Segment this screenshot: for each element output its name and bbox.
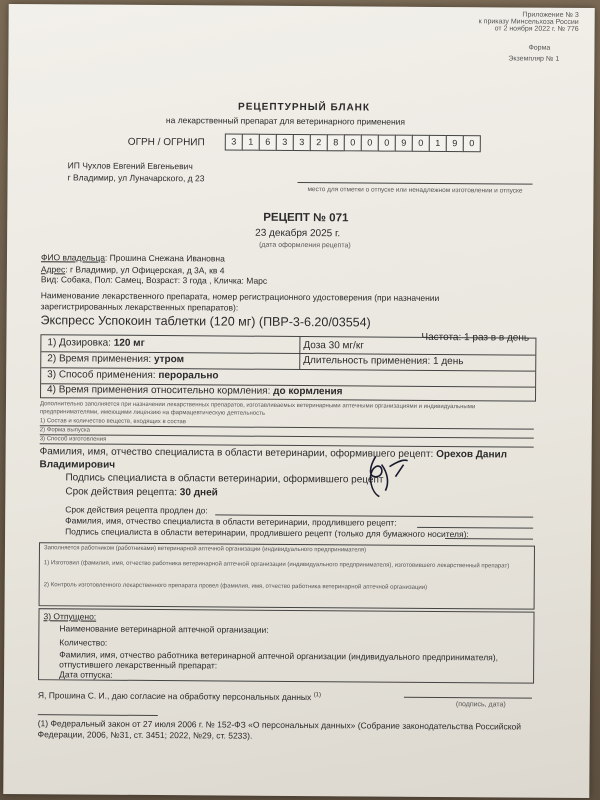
specialist-signature-label: Подпись специалиста в области ветеринарии, оформившего рецепт	[65, 472, 384, 486]
pharmacy-box	[39, 542, 535, 609]
method-cell	[47, 369, 218, 381]
extra-item-1: 1) Состав и количество веществ, входящих в состав	[39, 418, 186, 426]
ogrn-digit: 3	[276, 134, 294, 151]
feeding-value: до кормления	[273, 385, 343, 398]
dispense-date-label: Дата отпуска:	[59, 669, 113, 680]
dose-per-kg: Доза 30 мг/кг	[303, 340, 364, 352]
extra-line-1	[40, 425, 534, 429]
recipe-date: 23 декабря 2025 г.	[255, 227, 341, 240]
owner-fio-value: : Прошина Снежана Ивановна	[104, 252, 225, 264]
ogrn-digit: 0	[412, 135, 430, 152]
extra-note: Дополнительно заполняется при назначении лекарственных препаратов, изготавливаемых ветеринарными аптечными организациями и индивидуальными предпринимателями, имеющими лицензию на фармацевтическую деятельность	[39, 401, 476, 417]
footnote-text: (1) Федеральный закон от 27 июля 2006 г. № 152-ФЗ «О персональных данных» (Собрание законодательства Российской Федерации, 2006, №31, ст. 3451; 2022, №29, ст. 5233).	[37, 718, 522, 741]
ogrn-digit-boxes	[226, 133, 481, 152]
ogrn-digit: 0	[463, 135, 481, 152]
copy-label: Экземпляр № 1	[508, 55, 560, 63]
dosing-row-4	[41, 383, 535, 400]
dispensed-heading: 3) Отпущено:	[43, 611, 97, 622]
consent-signature-line	[404, 697, 532, 699]
form-title: РЕЦЕПТУРНЫЙ БЛАНК	[238, 101, 371, 114]
owner-address-value: : г Владимир, ул Офицерская, д 3А, кв 4	[65, 264, 225, 276]
extension-underline-3	[445, 538, 533, 540]
extra-line-2	[40, 434, 534, 438]
ogrn-digit: 6	[259, 134, 277, 151]
appendix-block	[479, 11, 579, 33]
method-value: перорально	[158, 370, 219, 382]
dosing-table	[40, 331, 536, 401]
pharmacy-box-item-1: 1) Изготовил (фамилия, имя, отчество работника ветеринарной аптечной организации (индивидуального предпринимателя), изготовившего лекарственный препарат)	[43, 560, 510, 570]
owner-address-label: Адрес	[40, 264, 66, 275]
consent-footnote-mark: (1)	[313, 692, 322, 699]
dosage-value: 120 мг	[113, 337, 145, 349]
extra-item-3: 3) Способ изготовления	[39, 436, 107, 443]
drug-heading: Наименование лекарственного препарата, номер регистрационного удостоверения (при назначении зарегистрированных лекарственных препаратов):	[40, 290, 440, 313]
ogrn-label: ОГРН / ОГРНИП	[127, 136, 205, 149]
prescription-form	[3, 4, 595, 798]
feeding-cell	[47, 384, 343, 397]
specialist-fio	[40, 445, 560, 475]
appendix-line-1: Приложение № 3	[522, 11, 579, 19]
consent-statement: Я, Прошина С. И., даю согласие на обработку персональных данных	[37, 690, 312, 703]
extension-line-3: Подпись специалиста в области ветеринарии, продлившего рецепт (только для бумажного носителя):	[65, 526, 469, 540]
pharmacy-org-label: Наименование ветеринарной аптечной организации:	[59, 623, 269, 635]
ogrn-digit: 9	[446, 135, 464, 152]
pharmacy-box-header: Заполняется работником (работниками) ветеринарной аптечной организации (индивидуального предпринимателя)	[43, 545, 367, 554]
ogrn-digit: 9	[395, 135, 413, 152]
ogrn-digit: 1	[242, 134, 260, 151]
owner-fio-label: ФИО владельца	[40, 252, 105, 263]
extra-item-2: 2) Форма выпуска	[39, 427, 90, 434]
specialist-fio-label: Фамилия, имя, отчество специалиста в области ветеринарии, оформившего рецепт:	[39, 446, 437, 460]
feeding-label: 4) Время применения относительно кормления:	[47, 384, 274, 397]
consent-text	[38, 690, 321, 702]
ogrn-digit: 0	[344, 134, 362, 151]
recipe-number: РЕЦЕПТ № 071	[263, 211, 349, 225]
validity	[65, 486, 218, 498]
quantity-label: Количество:	[59, 637, 108, 648]
time-cell	[47, 353, 184, 365]
footnote-divider	[38, 714, 158, 716]
dispensing-worker-label: Фамилия, имя, отчество работника ветеринарной аптечной организации (индивидуального предпринимателя), отпустившего лекарственный препарат:	[59, 649, 499, 671]
stamp-note: место для отметки о отпуске или ненадлежном изготовлении и отпуске	[307, 186, 523, 195]
dosage-label: 1) Дозировка:	[47, 337, 114, 349]
pharmacy-box-item-2: 2) Контроль изготовленного лекарственного препарата провел (фамилия, имя, отчество работника ветеринарной аптечной организации)	[43, 582, 428, 591]
method-label: 3) Способ применения:	[47, 369, 159, 382]
duration: Длительность применения: 1 день	[303, 355, 464, 368]
drug-name: Экспресс Успокоин таблетки (120 мг) (ПВР-3-6.20/03554)	[40, 313, 371, 330]
time-label: 2) Время применения:	[47, 353, 155, 365]
extension-line-1: Срок действия рецепта продлен до:	[65, 504, 208, 516]
appendix-line-2: к приказу Минсельхоза России	[478, 18, 579, 26]
time-value: утром	[153, 353, 185, 366]
ogrn-digit: 0	[361, 134, 379, 151]
ogrn-digit: 1	[429, 135, 447, 152]
specialist-fio-value: Орехов Данил Владимирович	[39, 448, 508, 471]
specialist-signature	[355, 446, 425, 506]
owner-fio	[41, 252, 225, 263]
validity-value: 30 дней	[179, 487, 218, 499]
validity-label: Срок действия рецепта:	[65, 486, 180, 499]
form-subtitle: на лекарственный препарат для ветеринарного применения	[165, 115, 406, 127]
dispensed-box	[38, 608, 534, 683]
issuer-name: ИП Чухлов Евгений Евгеньевич	[67, 160, 193, 172]
stamp-line	[298, 182, 533, 185]
table-divider	[299, 337, 300, 369]
ogrn-digit: 2	[310, 134, 328, 151]
dosage-cell	[47, 337, 144, 349]
appendix-line-3: от 2 ноября 2022 г. № 776	[494, 25, 579, 33]
ogrn-digit: 0	[378, 135, 396, 152]
ogrn-digit: 8	[327, 134, 345, 151]
issuer-address: г Владимир, ул Луначарского, д 23	[67, 172, 205, 184]
form-label: Форма	[528, 44, 551, 52]
consent-sign-note: (подпись, дата)	[455, 701, 506, 709]
animal-info: Вид: Собака, Пол: Самец, Возраст: 3 года , Кличка: Марс	[40, 274, 268, 286]
extension-line-2: Фамилия, имя, отчество специалиста в области ветеринарии, продлившего рецепт:	[65, 515, 397, 528]
ogrn-digit: 3	[225, 133, 243, 150]
recipe-date-note: (дата оформления рецепта)	[259, 241, 351, 250]
frequency: Частота: 1 раз в в день	[421, 331, 530, 344]
ogrn-digit: 3	[293, 134, 311, 151]
